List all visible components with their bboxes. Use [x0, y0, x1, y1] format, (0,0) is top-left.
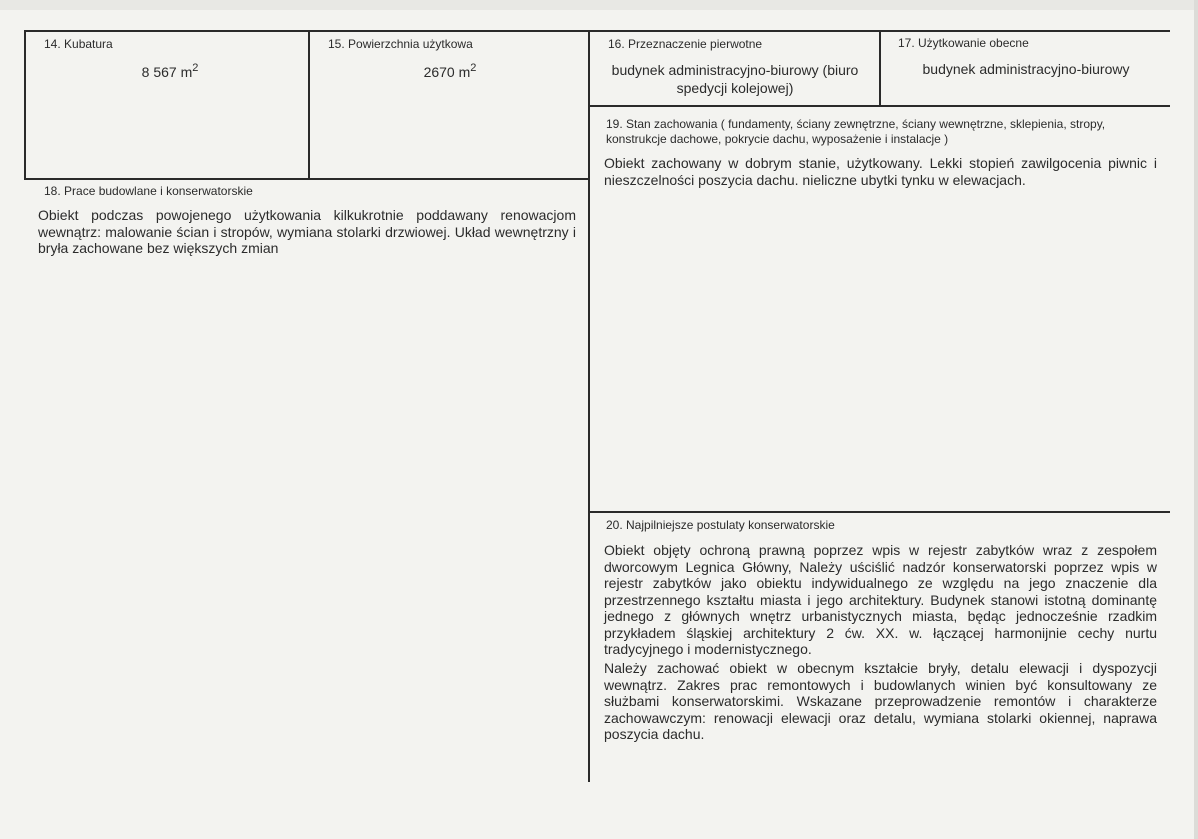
field-16-label: 16. Przeznaczenie pierwotne — [608, 37, 763, 51]
field-18-text: Obiekt podczas powojenego użytkowania kilkukrotnie poddawany renowacjom wewnątrz: malowanie ścian i stropów, wymiana stolarki drzwiowej. Układ wewnętrzny i bryła zachowane bez większych zmian — [38, 207, 576, 256]
divider-row-18 — [24, 178, 590, 180]
divider-14-15 — [308, 30, 310, 180]
field-17-value: budynek administracyjno-biurowy — [922, 61, 1130, 77]
field-19-text: Obiekt zachowany w dobrym stanie, użytkowany. Lekki stopień zawilgocenia piwnic i nieszczelności poszycia dachu. nieliczne ubytki tynku w elewacjach. — [604, 155, 1157, 188]
field-14-value — [100, 59, 240, 81]
left-border-line — [24, 30, 26, 180]
divider-row-19 — [590, 105, 1170, 107]
field-15-label: 15. Powierzchnia użytkowa — [328, 37, 473, 51]
divider-row-20 — [590, 511, 1170, 513]
field-16-value: budynek administracyjno-biurowy (biuro spedycji kolejowej) — [611, 62, 859, 96]
field-17-label: 17. Użytkowanie obecne — [898, 36, 1029, 50]
field-14-unit-exponent: 2 — [192, 62, 199, 74]
field-20-label: 20. Najpilniejsze postulaty konserwatorskie — [606, 518, 835, 532]
field-20-paragraph-2: Należy zachować obiekt w obecnym kształcie bryły, detalu elewacji i dyspozycji wewnątrz. Zakres prac remontowych i budowlanych winien być konsultowany ze służbami konserwatorskimi. Wskazane przeprowadzenie remontów i charakterze zachowawczym: renowacji elewacji oraz detalu, wymiana stolarki okiennej, naprawa poszycia dachu. — [604, 660, 1157, 742]
center-divider-line — [588, 30, 590, 782]
divider-16-17 — [879, 30, 881, 107]
top-border-line — [24, 30, 1170, 32]
page-right-edge — [1194, 0, 1198, 839]
field-18-label: 18. Prace budowlane i konserwatorskie — [44, 184, 253, 198]
field-15-number: 2670 m — [423, 64, 471, 80]
field-15-value — [380, 59, 520, 81]
field-19-label: 19. Stan zachowania ( fundamenty, ściany zewnętrzne, ściany wewnętrzne, sklepienia, stropy, konstrukcje dachowe, pokrycie dachu, wyposażenie i instalacje ) — [606, 117, 1106, 146]
field-14-number: 8 567 m — [141, 64, 193, 80]
field-14-label: 14. Kubatura — [44, 37, 113, 51]
field-15-unit-exponent: 2 — [470, 62, 477, 74]
page-top-edge — [0, 0, 1198, 10]
field-20-paragraph-1: Obiekt objęty ochroną prawną poprzez wpis w rejestr zabytków wraz z zespołem dworcowym Legnica Główny, Należy uściślić nadzór konserwatorski poprzez wpis w rejestr zabytków jako obiektu indywidualnego ze względu na jego znaczenie dla przestrzennego kształtu miasta i jego architektury. Budynek stanowi istotną dominantę jednego z głównych wnętrz urbanistycznych miasta, będąc jednocześnie rzadkim przykładem śląskiej architektury 2 ćw. XX. w. łączącej harmonijnie cechy nurtu tradycyjnego i modernistycznego. — [604, 542, 1157, 657]
